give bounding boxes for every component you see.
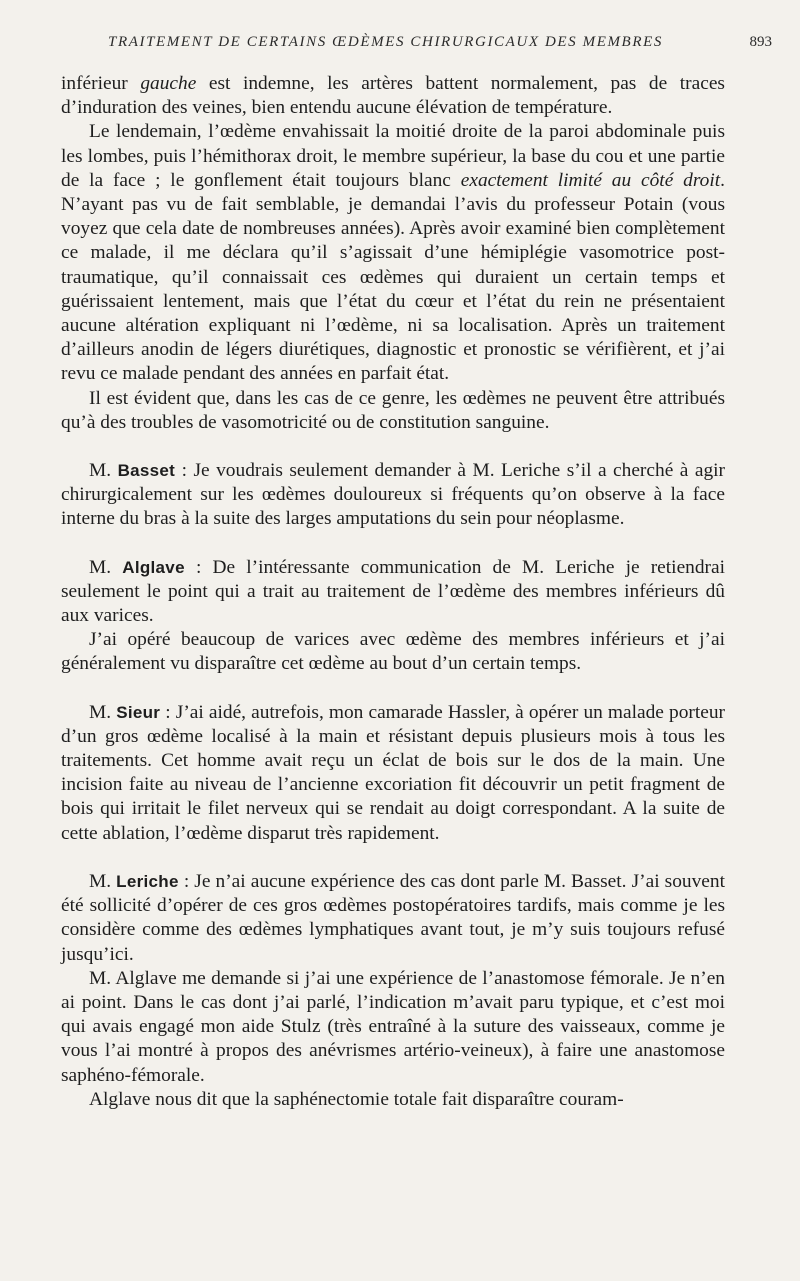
speaker-paragraph: M. Sieur : J’ai aidé, autrefois, mon camarade Hassler, à opérer un malade porteur d’un gros œdème localisé à la main et résistant depuis plusieurs mois à tous les traitements. Cet homme avait reçu un éclat de bois sur le dos de la main. Une incision faite au niveau de l’ancienne excoriation fit découvrir un petit fragment de bois qui irritait le filet nerveux qui se rendait au doigt correspondant. A la suite de cette ablation, l’œdème disparut très rapidement.	[61, 701, 725, 844]
emphasis: gauche	[140, 73, 197, 94]
speaker-paragraph: M. Basset : Je voudrais seulement demander à M. Leriche s’il a cherché à agir chirurgicalement sur les œdèmes douloureux si fréquents qu’on observe à la face interne du bras à la suite des larges amputations du sein pour néoplasme.	[61, 460, 726, 530]
paragraph: M. Alglave me demande si j’ai une expérience de l’anastomose fémorale. Je n’en ai point. Dans le cas dont j’ai parlé, l’indication m’avait paru typique, et c’est moi qui avais engagé mon aide Stulz (très entraîné à la suture des vaisseaux, comme je vous l’ai montré à propos des anévrismes artério-veineux), à faire une anastomose saphéno-fémorale.	[61, 967, 725, 1086]
speaker-name: Leriche	[116, 871, 179, 891]
running-header	[108, 34, 772, 51]
speaker-name: Sieur	[116, 702, 161, 722]
paragraph: Alglave nous dit que la saphénectomie totale fait disparaître couram-	[89, 1088, 624, 1110]
speaker-paragraph: M. Alglave : De l’intéressante communication de M. Leriche je retiendrai seulement le point qui a trait au traitement de l’œdème des membres inférieurs dû aux varices.	[61, 556, 726, 627]
speaker-paragraph: M. Leriche : Je n’ai aucune expérience des cas dont parle M. Basset. J’ai souvent été sollicité d’opérer de ces gros œdèmes postopératoires tardifs, mais comme je les considère comme des œdèmes lymphatiques avant tout, je m’y suis toujours refusé jusqu’ici.	[61, 870, 725, 965]
body-text	[61, 72, 725, 1112]
paragraph: inférieur gauche est indemne, les artères battent normalement, pas de traces d’induration des veines, bien entendu aucune élévation de température.	[61, 73, 725, 119]
paragraph: Il est évident que, dans les cas de ce genre, les œdèmes ne peuvent être attribués qu’à des troubles de vasomotricité ou de constitution sanguine.	[61, 387, 725, 433]
speaker-name: Basset	[117, 461, 176, 481]
running-title: TRAITEMENT DE CERTAINS ŒDÈMES CHIRURGICAUX DES MEMBRES	[108, 34, 663, 50]
paragraph: J’ai opéré beaucoup de varices avec œdème des membres inférieurs et j’ai généralement vu disparaître cet œdème au bout d’un certain temps.	[61, 629, 725, 675]
emphasis: exactement limité au côté droit	[460, 169, 721, 191]
page-number: 893	[749, 34, 772, 50]
paragraph: Le lendemain, l’œdème envahissait la moitié droite de la paroi abdominale puis les lombes, puis l’hémithorax droit, le membre supérieur, la base du cou et une partie de la face ; le gonflement était toujours blanc exactement limité au côté droit. N’ayant pas vu de fait semblable, je demandai l’avis du professeur Potain (vous voyez que cela date de nombreuses années). Après avoir examiné bien complètement ce malade, il me déclara qu’il s’agissait d’une hémiplégie vasomotrice post-traumatique, qu’il connaissait ces œdèmes qui duraient un certain temps et guérissaient lentement, mais que l’état du cœur et l’état du rein ne présentaient aucune altération expliquant ni l’œdème, ni sa localisation. Après un traitement d’ailleurs anodin de légers diurétiques, diagnostic et pronostic se vérifièrent, et j’ai revu ce malade pendant des années en parfait état.	[61, 121, 725, 385]
speaker-name: Alglave	[122, 557, 185, 577]
